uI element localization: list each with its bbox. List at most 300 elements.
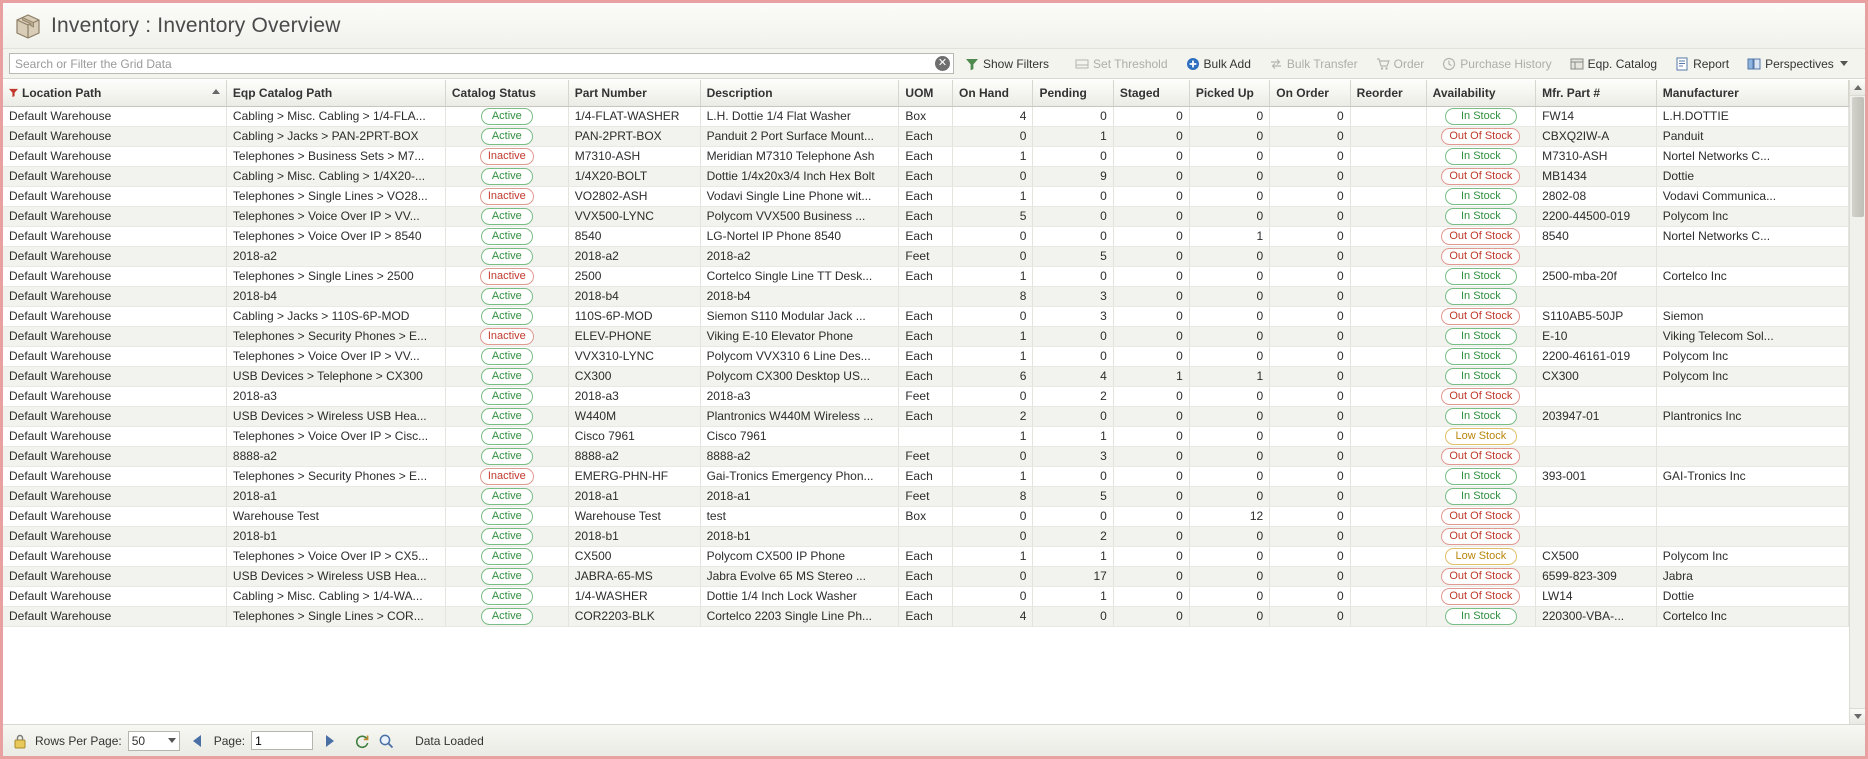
cell-location-path: Default Warehouse — [3, 346, 226, 366]
status-badge: Active — [481, 588, 533, 605]
availability-badge: In Stock — [1445, 208, 1517, 225]
report-label: Report — [1693, 56, 1730, 71]
cell-location-path: Default Warehouse — [3, 606, 226, 626]
availability-badge: In Stock — [1445, 408, 1517, 425]
cell-mfr-part: 220300-VBA-... — [1536, 606, 1657, 626]
cell-uom — [899, 426, 953, 446]
cell-on-hand: 0 — [953, 166, 1033, 186]
cell-uom: Each — [899, 146, 953, 166]
perspectives-icon — [1747, 57, 1761, 71]
cell-eqp-catalog-path: Telephones > Voice Over IP > VV... — [226, 206, 445, 226]
status-badge: Active — [481, 548, 533, 565]
cell-eqp-catalog-path: USB Devices > Wireless USB Hea... — [226, 566, 445, 586]
cell-manufacturer: Viking Telecom Sol... — [1656, 326, 1848, 346]
cell-description: Dottie 1/4 Inch Lock Washer — [700, 586, 899, 606]
cell-reorder — [1350, 526, 1426, 546]
chevron-left-icon — [193, 735, 201, 747]
cell-on-hand: 0 — [953, 586, 1033, 606]
cell-mfr-part: 203947-01 — [1536, 406, 1657, 426]
cell-pending: 4 — [1033, 366, 1113, 386]
cell-uom: Each — [899, 466, 953, 486]
column-header-description[interactable] — [700, 80, 899, 106]
cell-location-path: Default Warehouse — [3, 466, 226, 486]
availability-badge: Out Of Stock — [1441, 128, 1520, 145]
purchase-history-button[interactable] — [1435, 53, 1558, 75]
cell-part-number: VVX500-LYNC — [568, 206, 700, 226]
clear-search-icon[interactable]: ✕ — [935, 56, 950, 71]
table-row[interactable] — [3, 126, 1849, 146]
table-row[interactable] — [3, 426, 1849, 446]
column-label: Location Path — [22, 85, 102, 100]
availability-cell — [1426, 186, 1535, 206]
table-row[interactable] — [3, 286, 1849, 306]
cell-on-hand: 5 — [953, 206, 1033, 226]
column-header-reorder[interactable] — [1350, 80, 1426, 106]
page-title: Inventory : Inventory Overview — [51, 13, 341, 37]
cell-location-path: Default Warehouse — [3, 386, 226, 406]
cell-staged: 0 — [1113, 286, 1189, 306]
cell-reorder — [1350, 326, 1426, 346]
availability-badge: In Stock — [1445, 468, 1517, 485]
table-row[interactable] — [3, 246, 1849, 266]
column-header-eqp-catalog-path[interactable] — [226, 80, 445, 106]
cell-mfr-part: 2802-08 — [1536, 186, 1657, 206]
cell-description: 2018-b4 — [700, 286, 899, 306]
cell-staged: 0 — [1113, 386, 1189, 406]
cell-mfr-part: S110AB5-50JP — [1536, 306, 1657, 326]
cell-manufacturer: GAI-Tronics Inc — [1656, 466, 1848, 486]
cell-mfr-part: 2200-44500-019 — [1536, 206, 1657, 226]
availability-badge: In Stock — [1445, 288, 1517, 305]
availability-badge: Out Of Stock — [1441, 568, 1520, 585]
cell-uom: Each — [899, 326, 953, 346]
cell-mfr-part: 2500-mba-20f — [1536, 266, 1657, 286]
cell-staged: 0 — [1113, 166, 1189, 186]
cell-manufacturer: Plantronics Inc — [1656, 406, 1848, 426]
cell-picked-up: 0 — [1189, 106, 1269, 126]
cell-manufacturer — [1656, 426, 1848, 446]
column-header-uom[interactable] — [899, 80, 953, 106]
cell-on-hand: 0 — [953, 226, 1033, 246]
cell-on-order: 0 — [1270, 146, 1350, 166]
cell-part-number: 1/4-WASHER — [568, 586, 700, 606]
cell-picked-up: 0 — [1189, 346, 1269, 366]
cell-staged: 0 — [1113, 326, 1189, 346]
page-input[interactable] — [251, 731, 313, 750]
column-label: Picked Up — [1195, 85, 1254, 100]
column-header-on-hand[interactable] — [953, 80, 1033, 106]
table-row[interactable] — [3, 566, 1849, 586]
previous-page-button[interactable] — [186, 731, 208, 751]
cell-uom: Each — [899, 226, 953, 246]
cell-staged: 0 — [1113, 146, 1189, 166]
cell-staged: 0 — [1113, 346, 1189, 366]
cell-pending: 1 — [1033, 126, 1113, 146]
cell-part-number: 8888-a2 — [568, 446, 700, 466]
status-badge: Active — [481, 608, 533, 625]
catalog-status-cell — [445, 166, 568, 186]
cell-on-order: 0 — [1270, 586, 1350, 606]
status-badge: Active — [481, 168, 533, 185]
cell-part-number: PAN-2PRT-BOX — [568, 126, 700, 146]
table-row[interactable] — [3, 606, 1849, 626]
status-message: Data Loaded — [415, 733, 484, 748]
search-input[interactable] — [9, 53, 954, 74]
cell-eqp-catalog-path: Telephones > Security Phones > E... — [226, 466, 445, 486]
report-button[interactable] — [1668, 53, 1736, 75]
table-row[interactable] — [3, 386, 1849, 406]
cell-on-hand: 1 — [953, 346, 1033, 366]
status-badge: Inactive — [480, 188, 534, 205]
cell-description: Vodavi Single Line Phone wit... — [700, 186, 899, 206]
cell-staged: 0 — [1113, 586, 1189, 606]
availability-badge: In Stock — [1445, 268, 1517, 285]
cell-eqp-catalog-path: 2018-a1 — [226, 486, 445, 506]
availability-cell — [1426, 286, 1535, 306]
availability-badge: Out Of Stock — [1441, 228, 1520, 245]
cell-picked-up: 0 — [1189, 546, 1269, 566]
status-badge: Active — [481, 368, 533, 385]
availability-badge: Low Stock — [1445, 548, 1517, 565]
table-row[interactable] — [3, 166, 1849, 186]
cell-location-path: Default Warehouse — [3, 186, 226, 206]
column-label: On Order — [1276, 85, 1329, 100]
settings-button[interactable] — [1859, 53, 1868, 75]
table-row[interactable] — [3, 146, 1849, 166]
table-row[interactable] — [3, 346, 1849, 366]
cell-on-hand: 0 — [953, 446, 1033, 466]
cell-reorder — [1350, 226, 1426, 246]
scroll-down-button[interactable] — [1850, 708, 1865, 724]
chevron-down-icon — [1854, 714, 1862, 719]
cell-eqp-catalog-path: Warehouse Test — [226, 506, 445, 526]
cell-on-order: 0 — [1270, 486, 1350, 506]
cell-pending: 5 — [1033, 486, 1113, 506]
bulk-add-button[interactable] — [1179, 53, 1258, 75]
cell-description: 8888-a2 — [700, 446, 899, 466]
cell-pending: 0 — [1033, 606, 1113, 626]
table-header-row — [3, 80, 1849, 106]
status-badge: Active — [481, 128, 533, 145]
cell-pending: 3 — [1033, 446, 1113, 466]
cell-pending: 0 — [1033, 406, 1113, 426]
cell-picked-up: 12 — [1189, 506, 1269, 526]
cell-mfr-part — [1536, 506, 1657, 526]
cell-staged: 0 — [1113, 566, 1189, 586]
column-label: Reorder — [1356, 85, 1403, 100]
scroll-up-button[interactable] — [1850, 80, 1865, 96]
column-header-location-path[interactable] — [3, 80, 226, 106]
catalog-status-cell — [445, 566, 568, 586]
cell-on-hand: 0 — [953, 306, 1033, 326]
cell-pending: 0 — [1033, 226, 1113, 246]
cell-on-hand: 0 — [953, 566, 1033, 586]
availability-badge: Out Of Stock — [1441, 528, 1520, 545]
cell-manufacturer: Polycom Inc — [1656, 546, 1848, 566]
availability-cell — [1426, 486, 1535, 506]
cell-location-path: Default Warehouse — [3, 366, 226, 386]
cell-on-hand: 2 — [953, 406, 1033, 426]
cell-eqp-catalog-path: USB Devices > Wireless USB Hea... — [226, 406, 445, 426]
availability-cell — [1426, 366, 1535, 386]
table-row[interactable] — [3, 266, 1849, 286]
cell-staged: 0 — [1113, 606, 1189, 626]
availability-badge: Out Of Stock — [1441, 588, 1520, 605]
cell-eqp-catalog-path: Cabling > Misc. Cabling > 1/4-FLA... — [226, 106, 445, 126]
cell-part-number: 2018-b1 — [568, 526, 700, 546]
filter-icon — [965, 57, 979, 71]
cell-on-hand: 4 — [953, 106, 1033, 126]
perspectives-button[interactable] — [1740, 53, 1855, 75]
cell-staged: 0 — [1113, 266, 1189, 286]
column-header-pending[interactable] — [1033, 80, 1113, 106]
cell-mfr-part: 6599-823-309 — [1536, 566, 1657, 586]
cell-manufacturer — [1656, 506, 1848, 526]
availability-cell — [1426, 446, 1535, 466]
bulk-transfer-button[interactable] — [1262, 53, 1365, 75]
cell-part-number: 110S-6P-MOD — [568, 306, 700, 326]
cell-manufacturer — [1656, 446, 1848, 466]
catalog-status-cell — [445, 546, 568, 566]
catalog-status-cell — [445, 326, 568, 346]
cell-picked-up: 0 — [1189, 206, 1269, 226]
status-badge: Active — [481, 488, 533, 505]
status-badge: Active — [481, 568, 533, 585]
status-badge: Active — [481, 388, 533, 405]
cell-on-order: 0 — [1270, 126, 1350, 146]
table-row[interactable] — [3, 226, 1849, 246]
cell-manufacturer: Siemon — [1656, 306, 1848, 326]
cell-on-order: 0 — [1270, 546, 1350, 566]
table-row[interactable] — [3, 446, 1849, 466]
cell-uom: Each — [899, 346, 953, 366]
status-badge: Inactive — [480, 268, 534, 285]
availability-badge: In Stock — [1445, 488, 1517, 505]
cell-picked-up: 0 — [1189, 406, 1269, 426]
catalog-status-cell — [445, 466, 568, 486]
cell-eqp-catalog-path: Cabling > Misc. Cabling > 1/4X20-... — [226, 166, 445, 186]
status-badge: Inactive — [480, 148, 534, 165]
table-row[interactable] — [3, 106, 1849, 126]
cell-on-order: 0 — [1270, 606, 1350, 626]
set-threshold-label: Set Threshold — [1093, 56, 1168, 71]
cell-pending: 3 — [1033, 286, 1113, 306]
table-row[interactable] — [3, 406, 1849, 426]
rows-per-page-select[interactable] — [128, 731, 180, 751]
cell-eqp-catalog-path: Cabling > Jacks > PAN-2PRT-BOX — [226, 126, 445, 146]
package-icon — [13, 11, 43, 41]
cell-pending: 5 — [1033, 246, 1113, 266]
show-filters-label: Show Filters — [983, 56, 1050, 71]
cell-uom: Each — [899, 206, 953, 226]
cell-pending: 1 — [1033, 586, 1113, 606]
catalog-status-cell — [445, 406, 568, 426]
catalog-status-cell — [445, 486, 568, 506]
column-header-mfr-part[interactable] — [1536, 80, 1657, 106]
column-header-staged[interactable] — [1113, 80, 1189, 106]
cell-reorder — [1350, 206, 1426, 226]
availability-cell — [1426, 346, 1535, 366]
cell-on-order: 0 — [1270, 206, 1350, 226]
grid-viewport — [3, 80, 1849, 724]
cell-location-path: Default Warehouse — [3, 266, 226, 286]
transfer-icon — [1269, 57, 1283, 71]
cell-part-number: 2018-a2 — [568, 246, 700, 266]
table-row[interactable] — [3, 466, 1849, 486]
cell-location-path: Default Warehouse — [3, 286, 226, 306]
cell-picked-up: 0 — [1189, 466, 1269, 486]
cell-on-order: 0 — [1270, 406, 1350, 426]
availability-cell — [1426, 206, 1535, 226]
cell-on-hand: 0 — [953, 386, 1033, 406]
cell-mfr-part: CX300 — [1536, 366, 1657, 386]
cell-manufacturer: Jabra — [1656, 566, 1848, 586]
cell-staged: 0 — [1113, 206, 1189, 226]
cell-pending: 0 — [1033, 206, 1113, 226]
availability-cell — [1426, 526, 1535, 546]
cell-staged: 0 — [1113, 126, 1189, 146]
cell-on-order: 0 — [1270, 166, 1350, 186]
cell-on-hand: 6 — [953, 366, 1033, 386]
cell-on-order: 0 — [1270, 286, 1350, 306]
cell-eqp-catalog-path: 2018-b1 — [226, 526, 445, 546]
cell-staged: 0 — [1113, 526, 1189, 546]
filter-icon — [9, 88, 18, 97]
catalog-status-cell — [445, 286, 568, 306]
vertical-scrollbar[interactable] — [1849, 80, 1865, 724]
catalog-status-cell — [445, 506, 568, 526]
table-row[interactable] — [3, 526, 1849, 546]
cell-on-order: 0 — [1270, 306, 1350, 326]
table-row[interactable] — [3, 366, 1849, 386]
cell-description: 2018-a2 — [700, 246, 899, 266]
report-icon — [1675, 57, 1689, 71]
scrollbar-thumb[interactable] — [1852, 97, 1864, 217]
availability-badge: Out Of Stock — [1441, 168, 1520, 185]
availability-badge: Out Of Stock — [1441, 508, 1520, 525]
cell-mfr-part: 393-001 — [1536, 466, 1657, 486]
cell-uom: Each — [899, 546, 953, 566]
table-row[interactable] — [3, 206, 1849, 226]
cell-uom: Each — [899, 366, 953, 386]
cell-picked-up: 0 — [1189, 166, 1269, 186]
cell-description: Jabra Evolve 65 MS Stereo ... — [700, 566, 899, 586]
cell-on-order: 0 — [1270, 366, 1350, 386]
column-header-part-number[interactable] — [568, 80, 700, 106]
availability-cell — [1426, 146, 1535, 166]
show-filters-button[interactable] — [958, 53, 1056, 75]
cell-pending: 0 — [1033, 346, 1113, 366]
cell-pending: 0 — [1033, 146, 1113, 166]
cell-reorder — [1350, 346, 1426, 366]
cell-pending: 2 — [1033, 526, 1113, 546]
cell-picked-up: 0 — [1189, 446, 1269, 466]
cell-staged: 0 — [1113, 506, 1189, 526]
cell-description: Polycom VVX310 6 Line Des... — [700, 346, 899, 366]
cell-manufacturer: Cortelco Inc — [1656, 266, 1848, 286]
cell-manufacturer: Polycom Inc — [1656, 346, 1848, 366]
cell-on-hand: 8 — [953, 486, 1033, 506]
cell-on-order: 0 — [1270, 386, 1350, 406]
bulk-add-label: Bulk Add — [1203, 56, 1251, 71]
availability-badge: In Stock — [1445, 348, 1517, 365]
status-badge: Active — [481, 448, 533, 465]
cell-picked-up: 0 — [1189, 266, 1269, 286]
cell-eqp-catalog-path: Telephones > Voice Over IP > Cisc... — [226, 426, 445, 446]
cell-location-path: Default Warehouse — [3, 106, 226, 126]
catalog-status-cell — [445, 306, 568, 326]
column-header-picked-up[interactable] — [1189, 80, 1269, 106]
status-badge: Active — [481, 528, 533, 545]
eqp-catalog-button[interactable] — [1563, 53, 1664, 75]
cell-part-number: CX300 — [568, 366, 700, 386]
cell-picked-up: 0 — [1189, 326, 1269, 346]
cell-on-order: 0 — [1270, 226, 1350, 246]
availability-badge: Out Of Stock — [1441, 448, 1520, 465]
cell-uom: Box — [899, 106, 953, 126]
cell-reorder — [1350, 386, 1426, 406]
cell-pending: 0 — [1033, 266, 1113, 286]
cell-part-number: M7310-ASH — [568, 146, 700, 166]
column-header-manufacturer[interactable] — [1656, 80, 1848, 106]
catalog-status-cell — [445, 206, 568, 226]
set-threshold-button[interactable] — [1068, 53, 1175, 75]
cell-location-path: Default Warehouse — [3, 246, 226, 266]
cell-pending: 9 — [1033, 166, 1113, 186]
title-bar — [3, 3, 1865, 49]
next-page-button[interactable] — [319, 731, 341, 751]
cell-part-number: VVX310-LYNC — [568, 346, 700, 366]
search-field-wrapper — [9, 53, 954, 74]
cell-staged: 0 — [1113, 246, 1189, 266]
availability-cell — [1426, 386, 1535, 406]
cell-description: Gai-Tronics Emergency Phon... — [700, 466, 899, 486]
order-button[interactable] — [1369, 53, 1432, 75]
cell-on-order: 0 — [1270, 326, 1350, 346]
table-row[interactable] — [3, 326, 1849, 346]
cell-eqp-catalog-path: 2018-a2 — [226, 246, 445, 266]
history-icon — [1442, 57, 1456, 71]
status-badge: Active — [481, 408, 533, 425]
cell-on-hand: 8 — [953, 286, 1033, 306]
cell-uom — [899, 286, 953, 306]
catalog-icon — [1570, 57, 1584, 71]
cell-uom: Each — [899, 166, 953, 186]
table-row[interactable] — [3, 546, 1849, 566]
cell-part-number: Cisco 7961 — [568, 426, 700, 446]
column-header-availability[interactable] — [1426, 80, 1535, 106]
cell-reorder — [1350, 246, 1426, 266]
cart-icon — [1376, 57, 1390, 71]
table-row[interactable] — [3, 486, 1849, 506]
cell-eqp-catalog-path: USB Devices > Telephone > CX300 — [226, 366, 445, 386]
column-header-on-order[interactable] — [1270, 80, 1350, 106]
column-label: Description — [706, 85, 773, 100]
cell-picked-up: 0 — [1189, 566, 1269, 586]
table-row[interactable] — [3, 306, 1849, 326]
table-row[interactable] — [3, 186, 1849, 206]
sort-ascending-icon — [212, 89, 220, 94]
table-row[interactable] — [3, 506, 1849, 526]
cell-on-hand: 0 — [953, 526, 1033, 546]
cell-manufacturer: Dottie — [1656, 586, 1848, 606]
perspectives-label: Perspectives — [1765, 56, 1834, 71]
cell-uom: Each — [899, 306, 953, 326]
availability-cell — [1426, 106, 1535, 126]
table-row[interactable] — [3, 586, 1849, 606]
cell-mfr-part: MB1434 — [1536, 166, 1657, 186]
column-header-catalog-status[interactable] — [445, 80, 568, 106]
